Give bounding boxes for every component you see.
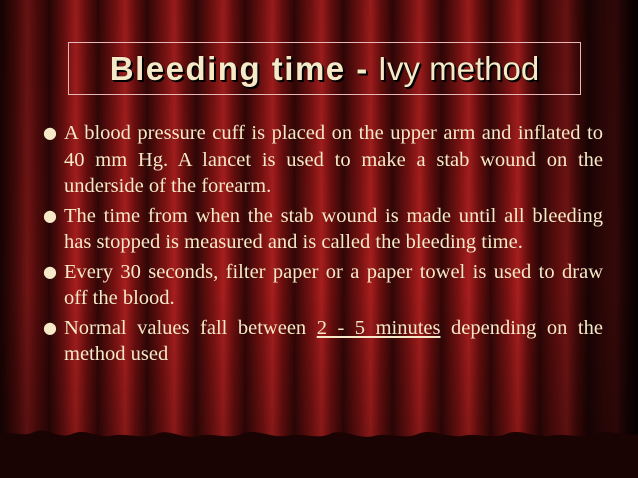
bullet-text: Every 30 seconds, filter paper or a paper towel is used to draw off the blood. xyxy=(64,260,603,309)
bullet-icon: ● xyxy=(43,317,57,337)
title-main: Bleeding time - xyxy=(109,50,369,87)
bullet-list xyxy=(43,120,603,371)
stage-floor xyxy=(0,430,638,478)
bullet-item xyxy=(43,315,603,368)
bullet-text-after: depending on the method used xyxy=(64,316,603,365)
bullet-item xyxy=(43,120,603,200)
bullet-icon: ● xyxy=(43,261,57,281)
bullet-text-before: Normal values fall between xyxy=(64,316,317,339)
bullet-icon: ● xyxy=(43,123,57,142)
title-sub: Ivy method xyxy=(377,50,540,87)
normal-range-highlight: 2 - 5 minutes xyxy=(316,316,441,339)
slide-title xyxy=(68,42,581,95)
bullet-item xyxy=(43,259,603,312)
bullet-icon: ● xyxy=(43,205,57,225)
bullet-item xyxy=(43,203,603,256)
bullet-text: The time from when the stab wound is made until all bleeding has stopped is measured and is called the bleeding time. xyxy=(64,204,603,253)
bullet-text: A blood pressure cuff is placed on the upper arm and inflated to 40 mm Hg. A lancet is used to make a stab wound on the underside of the forearm. xyxy=(64,122,603,197)
